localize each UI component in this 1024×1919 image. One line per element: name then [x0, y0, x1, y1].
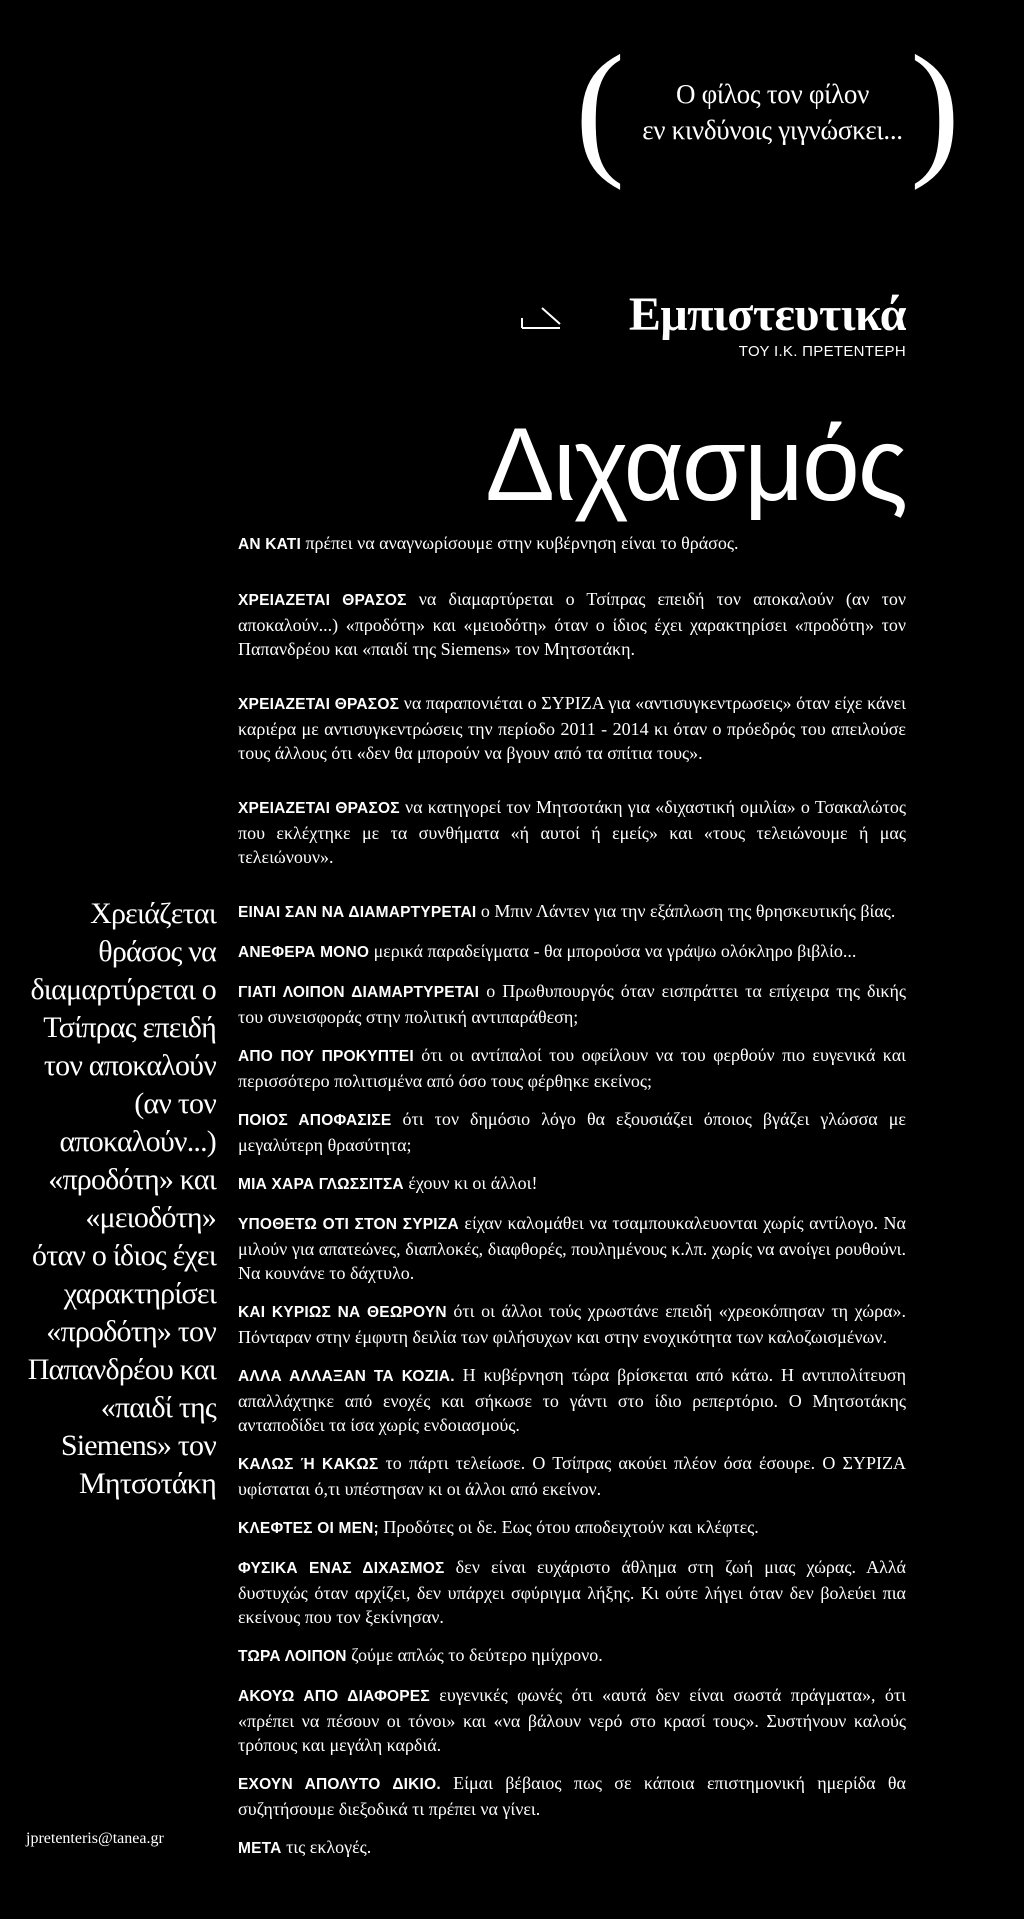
paragraph-text: ο Πρωθυπουργός όταν εισπράττει τα επίχειρα της δικής του συνεισφοράς στην πολιτική αντιπαράθεση; [238, 981, 906, 1027]
paragraph [238, 979, 906, 1029]
paragraph-text: ότι τον δημόσιο λόγο θα εξουσιάζει όποιος βγάζει γλώσσα με μεγαλύτερη θρασύτητα; [238, 1109, 906, 1155]
paragraph [238, 1515, 906, 1541]
column-title: Εμπιστευτικά [628, 288, 906, 341]
paragraph [238, 587, 906, 661]
column-logo-icon [520, 300, 570, 330]
paragraph [238, 1363, 906, 1437]
paragraph [238, 1771, 906, 1821]
paragraph-lead: ΑΛΛΑ ΑΛΛΑΞΑΝ ΤΑ ΚΟΖΙΑ. [238, 1368, 455, 1385]
paragraph-lead: ΤΩΡΑ ΛΟΙΠΟΝ [238, 1648, 347, 1665]
paragraph [238, 1299, 906, 1349]
paragraph-lead: ΧΡΕΙΑΖΕΤΑΙ ΘΡΑΣΟΣ [238, 696, 400, 713]
headline: Διχασμός [485, 407, 906, 523]
paragraph-text: ότι οι αντίπαλοί του οφείλουν να του φερθούν πιο ευγενικά και περισσότερο πολιτισμένα από όσο τους φέρθηκε εκείνος; [238, 1045, 906, 1091]
paragraph-lead: ΦΥΣΙΚΑ ΕΝΑΣ ΔΙΧΑΣΜΟΣ [238, 1560, 445, 1577]
paragraph [238, 1555, 906, 1629]
paragraph-lead: ΚΛΕΦΤΕΣ ΟΙ ΜΕΝ; [238, 1520, 379, 1537]
author-email: jpretenteris@tanea.gr [26, 1830, 164, 1847]
paragraph [238, 1643, 906, 1669]
paragraph-lead: ΧΡΕΙΑΖΕΤΑΙ ΘΡΑΣΟΣ [238, 800, 400, 817]
paragraph-text: ο Μπιν Λάντεν για την εξάπλωση της θρησκευτικής βίας. [476, 901, 896, 921]
paragraph-lead: ΠΟΙΟΣ ΑΠΟΦΑΣΙΣΕ [238, 1112, 392, 1129]
paragraph-text: Είμαι βέβαιος πως σε κάποια επιστημονική ημερίδα θα συζητήσουμε διεξοδικά τι πρέπει να γίνει. [238, 1773, 906, 1819]
paragraph [238, 1107, 906, 1157]
paragraph-lead: ΚΑΛΩΣ Ή ΚΑΚΩΣ [238, 1456, 379, 1473]
paragraph-lead: ΜΕΤΑ [238, 1840, 282, 1857]
paragraph-text: έχουν κι οι άλλοι! [403, 1173, 538, 1193]
paragraph [238, 1043, 906, 1093]
paragraph-lead: ΕΙΝΑΙ ΣΑΝ ΝΑ ΔΙΑΜΑΡΤΥΡΕΤΑΙ [238, 904, 477, 921]
paragraph-lead: ΑΚΟΥΩ ΑΠΟ ΔΙΑΦΟΡΕΣ [238, 1688, 430, 1705]
paragraph-text: το πάρτι τελείωσε. Ο Τσίπρας ακούει πλέον όσα έσουρε. Ο ΣΥΡΙΖΑ υφίσταται ό,τι υπέστησαν κι οι άλλοι από εκείνον. [238, 1453, 906, 1499]
paragraph [238, 795, 906, 869]
paragraph-lead: ΚΑΙ ΚΥΡΙΩΣ ΝΑ ΘΕΩΡΟΥΝ [238, 1304, 447, 1321]
paragraph [238, 1171, 906, 1197]
paragraph-lead: ΑΝΕΦΕΡΑ ΜΟΝΟ [238, 944, 370, 961]
paragraph [238, 1683, 906, 1757]
paragraph-lead: ΜΙΑ ΧΑΡΑ ΓΛΩΣΣΙΤΣΑ [238, 1176, 404, 1193]
paragraph [238, 1451, 906, 1501]
sidebar-quote: Χρειάζεται θράσος να διαμαρτύρεται ο Τσίπρας επειδή τον αποκαλούν (αν τον αποκαλούν...) «προδότη» και «μειοδότη» όταν ο ίδιος έχει χαρακτηρίσει «προδότη» τον Παπανδρέου και «παιδί της Siemens» τον Μητσοτάκη [27, 897, 216, 1500]
paragraph-text: να παραπονιέται ο ΣΥΡΙΖΑ για «αντισυγκεντρωσεις» όταν είχε κάνει καριέρα με αντισυγκεντρώσεις την περίοδο 2011 - 2014 κι όταν ο πρόεδρός του απειλούσε τους άλλους ότι «δεν θα μπορούν να βγουν από τα σπίτια τους». [238, 693, 906, 763]
paragraph-text: πρέπει να αναγνωρίσουμε στην κυβέρνηση είναι το θράσος. [300, 533, 739, 553]
paragraph-lead: ΑΝ ΚΑΤΙ [238, 536, 301, 553]
paragraph-text: τις εκλογές. [281, 1837, 372, 1857]
pull-quote [625, 76, 920, 148]
paragraph [238, 531, 906, 557]
paragraph-text: ότι οι άλλοι τούς χρωστάνε επειδή «χρεοκόπησαν τη χώρα». Πόνταραν στην έμφυτη δειλία των φιλήσυχων και στην ενοχικότητα των καλοζωισμένων. [238, 1301, 906, 1347]
paragraph-text: είχαν καλομάθει να τσαμπουκαλευονται χωρίς αντίλογο. Να μιλούν για απατεώνες, διαπλοκές, διαφθορές, πουλημένους κ.λπ. χωρίς να ανοίγει ρουθούνι. Να κουνάνε το δάχτυλο. [238, 1213, 906, 1283]
paragraph-text: δεν είναι ευχάριστο άθλημα στη ζωή μιας χώρας. Αλλά δυστυχώς όταν αρχίζει, δεν υπάρχει σφύριγμα λήξης. Κι ούτε λήγει όταν δεν βολεύει πια εκείνους που τον ξεκίνησαν. [238, 1557, 906, 1627]
paragraph-text: Η κυβέρνηση τώρα βρίσκεται από κάτω. Η αντιπολίτευση απαλλάχτηκε από ενοχές και σήκωσε το γάντι στο ίδιο ρεπερτόριο. Ο Μητσοτάκης ανταποδίδει τα ίσα χωρίς ενδοιασμούς. [238, 1365, 907, 1435]
byline: ΤΟΥ Ι.Κ. ΠΡΕΤΕΝΤΕΡΗ [738, 343, 906, 360]
paragraph-lead: ΑΠΟ ΠΟΥ ΠΡΟΚΥΠΤΕΙ [238, 1048, 414, 1065]
pull-quote-line-2: εν κινδύνοις γιγνώσκει... [642, 115, 903, 145]
paragraph-lead: ΕΧΟΥΝ ΑΠΟΛΥΤΟ ΔΙΚΙΟ. [238, 1776, 441, 1793]
paragraph [238, 899, 906, 925]
paragraph-lead: ΓΙΑΤΙ ΛΟΙΠΟΝ ΔΙΑΜΑΡΤΥΡΕΤΑΙ [238, 984, 480, 1001]
paragraph-lead: ΧΡΕΙΑΖΕΤΑΙ ΘΡΑΣΟΣ [238, 592, 407, 609]
paragraph-text: να διαμαρτύρεται ο Τσίπρας επειδή τον αποκαλούν (αν τον αποκαλούν...) «προδότη» και «μειοδότη» όταν ο ίδιος έχει χαρακτηρίσει «προδότη» τον Παπανδρέου και «παιδί της Siemens» τον Μητσοτάκη. [238, 589, 906, 659]
paragraph-text: ζούμε απλώς το δεύτερο ημίχρονο. [346, 1645, 603, 1665]
paragraph [238, 939, 906, 965]
close-parenthesis: ) [910, 25, 960, 191]
paragraph-text: μερικά παραδείγματα - θα μπορούσα να γράψω ολόκληρο βιβλίο... [369, 941, 857, 961]
open-parenthesis: ( [575, 25, 625, 191]
paragraph-text: Προδότες οι δε. Εως ότου αποδειχτούν και κλέφτες. [378, 1517, 759, 1537]
pull-quote-box [575, 25, 960, 191]
paragraph-lead: ΥΠΟΘΕΤΩ ΟΤΙ ΣΤΟΝ ΣΥΡΙΖΑ [238, 1216, 459, 1233]
paragraph [238, 1835, 906, 1861]
article-body [238, 531, 906, 1875]
paragraph-text: ευγενικές φωνές ότι «αυτά δεν είναι σωστά πράγματα», ότι «πρέπει να πέσουν οι τόνοι» και «να βάλουν νερό στο κρασί τους». Συστήνουν καλούς τρόπους και μεγάλη καρδιά. [238, 1685, 907, 1755]
paragraph-text: να κατηγορεί τον Μητσοτάκη για «διχαστική ομιλία» ο Τσακαλώτος που εκλέχτηκε με τα συνθήματα «ή αυτοί ή εμείς» και «τους τελειώνουμε ή μας τελειώνουν». [238, 797, 906, 867]
paragraph [238, 1211, 906, 1285]
pull-quote-line-1: Ο φίλος τον φίλον [676, 79, 869, 109]
paragraph [238, 691, 906, 765]
